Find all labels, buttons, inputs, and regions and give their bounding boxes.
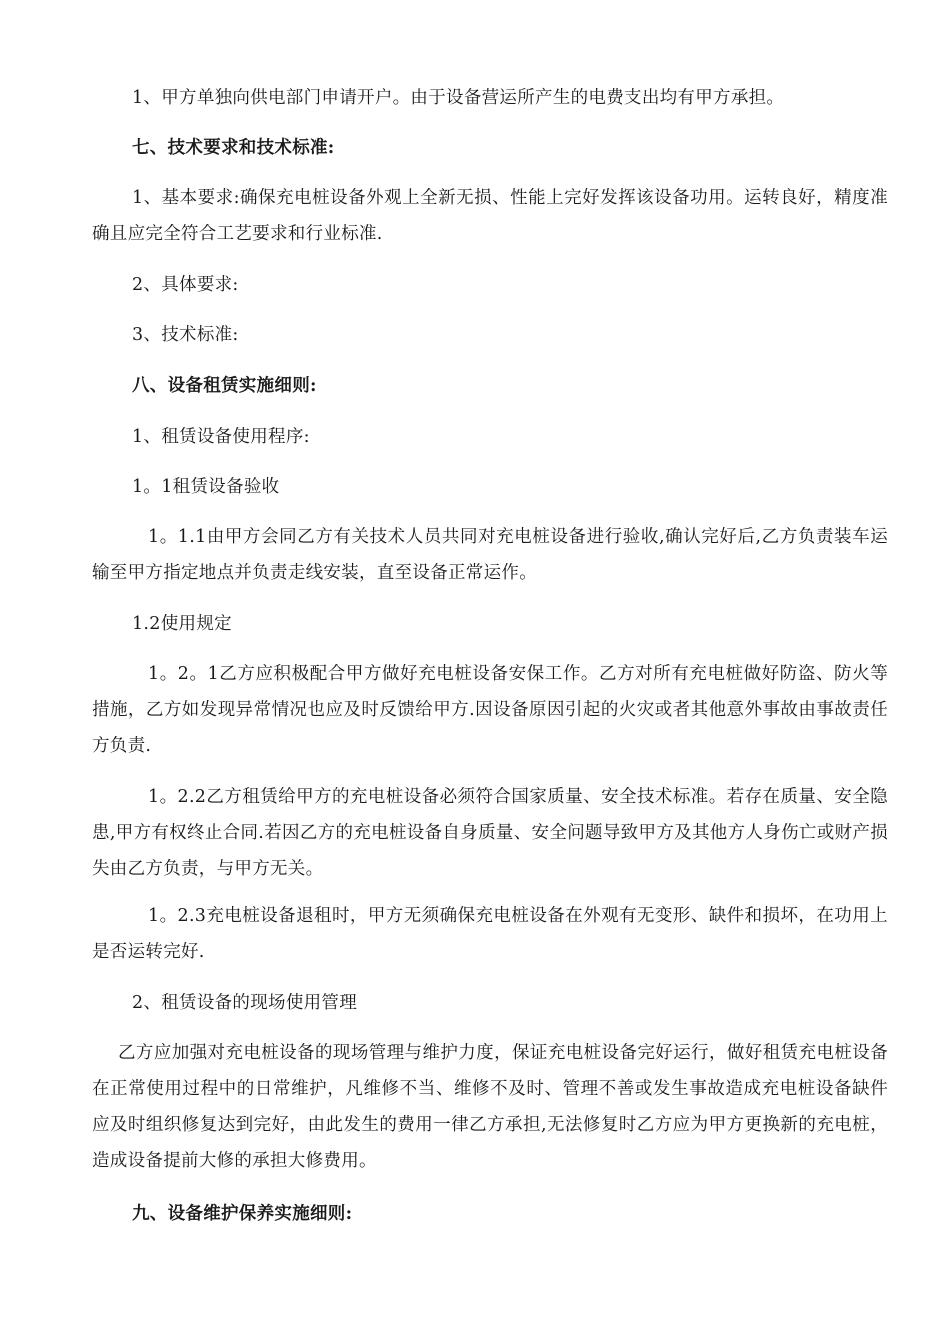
paragraph-usage-procedure: 1、租赁设备使用程序: [132, 427, 310, 447]
paragraph-specific-requirements: 2、具体要求: [132, 275, 239, 295]
paragraph-maintenance-duties: 乙方应加强对充电桩设备的现场管理与维护力度，保证充电桩设备完好运行，做好租赁充电桩设备在正常使用过程中的日常维护，凡维修不当、维修不及时、管理不善或发生事故造成充电桩设备缺件应及时组织修复达到完好，由此发生的费用一律乙方承担,无法修复时乙方应为甲方更换新的充电桩，造成设备提前大修的承担大修费用。 [92, 1043, 888, 1171]
paragraph-technical-standards: 3、技术标准: [132, 325, 239, 345]
paragraph-acceptance-detail: 1。1.1由甲方会同乙方有关技术人员共同对充电桩设备进行验收,确认完好后,乙方负责装车运输至甲方指定地点并负责走线安装，直至设备正常运作。 [92, 527, 888, 583]
paragraph-usage-rules: 1.2使用规定 [132, 614, 232, 634]
paragraph-electricity-account: 1、甲方单独向供电部门申请开户。由于设备营运所产生的电费支出均有甲方承担。 [132, 88, 785, 108]
paragraph-quality-standards: 1。2.2乙方租赁给甲方的充电桩设备必须符合国家质量、安全技术标准。若存在质量、安全隐患,甲方有权终止合同.若因乙方的充电桩设备自身质量、安全问题导致甲方及其他方人身伤亡或财产损失由乙方负责，与甲方无关。 [92, 787, 888, 879]
paragraph-site-management: 2、租赁设备的现场使用管理 [132, 993, 358, 1013]
paragraph-basic-requirements: 1、基本要求:确保充电桩设备外观上全新无损、性能上完好发挥该设备功用。运转良好，精度准确且应完全符合工艺要求和行业标准. [92, 188, 888, 244]
paragraph-return-conditions: 1。2.3充电桩设备退租时，甲方无须确保充电桩设备在外观有无变形、缺件和损坏，在功用上是否运转完好. [92, 906, 888, 962]
paragraph-equipment-acceptance: 1。1租赁设备验收 [132, 477, 280, 497]
heading-section-7: 七、技术要求和技术标准: [132, 138, 335, 158]
heading-section-8: 八、设备租赁实施细则: [132, 376, 317, 396]
heading-section-9: 九、设备维护保养实施细则: [132, 1204, 353, 1224]
paragraph-security-cooperation: 1。2。1乙方应积极配合甲方做好充电桩设备安保工作。乙方对所有充电桩做好防盗、防火等措施，乙方如发现异常情况也应及时反馈给甲方.因设备原因引起的火灾或者其他意外事故由事故责任方负责. [92, 664, 888, 756]
